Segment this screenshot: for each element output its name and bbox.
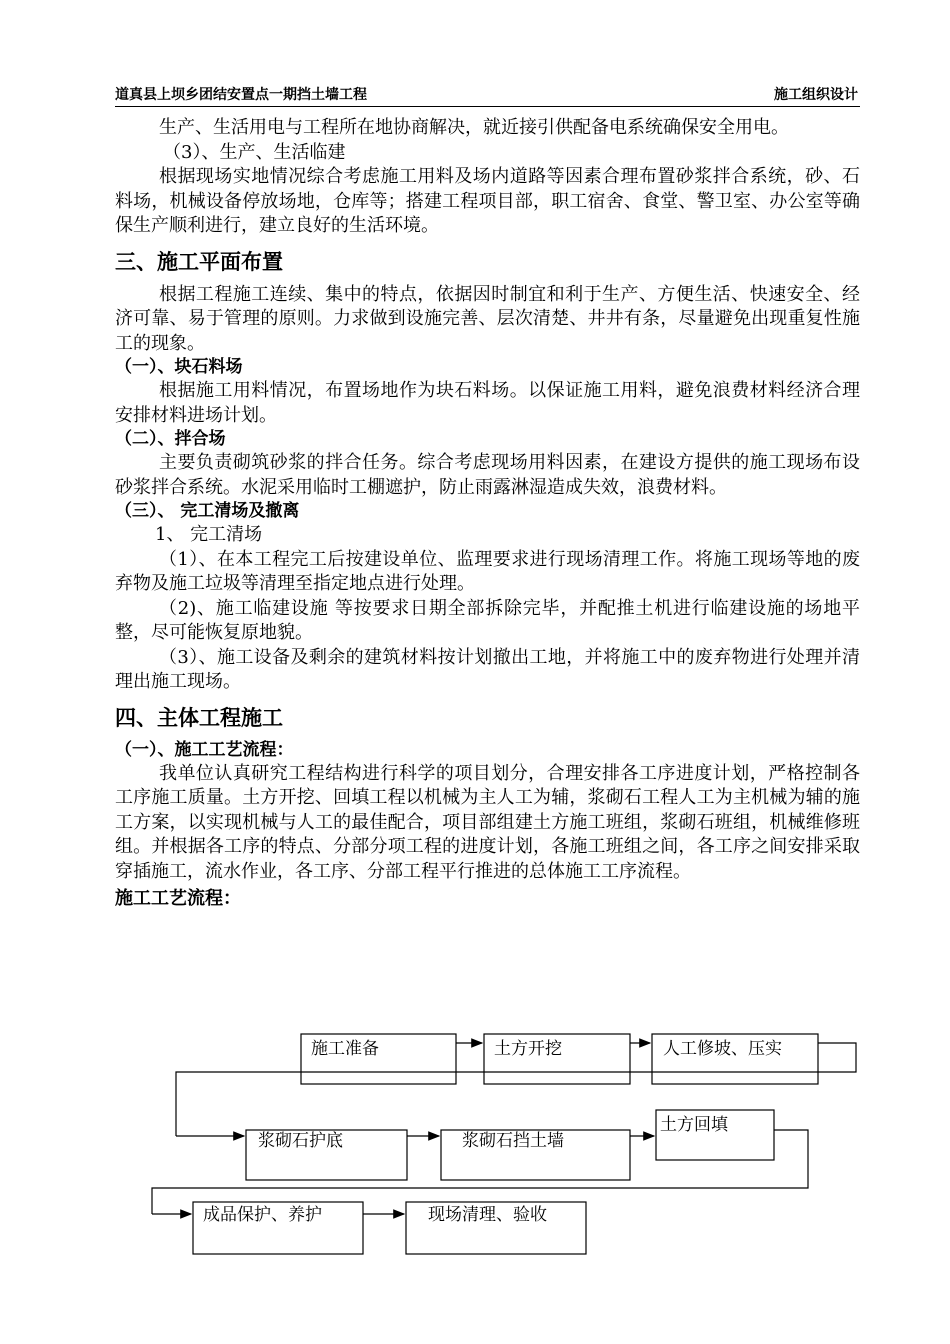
flow-step-label: 浆砌石护底 xyxy=(258,1131,343,1151)
flow-step-label: 浆砌石挡土墙 xyxy=(462,1131,564,1151)
paragraph: 根据工程施工连续、集中的特点，依据因时制宜和利于生产、方便生活、快速安全、经济可靠、易于管理的原则。力求做到设施完善、层次清楚、井井有条，尽量避免出现重复性施工的现象。 xyxy=(115,283,860,354)
flow-step-label: 人工修坡、压实 xyxy=(663,1039,782,1059)
subsection-heading: （三）、 完工清场及撤离 xyxy=(115,501,300,521)
paragraph: 生产、生活用电与工程所在地协商解决，就近接引供配备电系统确保安全用电。 xyxy=(159,117,789,138)
document-body xyxy=(115,116,860,912)
flow-step-label: 成品保护、养护 xyxy=(203,1205,322,1225)
flow-step-label: 土方开挖 xyxy=(494,1039,562,1059)
subsection-heading: （一）、施工工艺流程： xyxy=(115,739,294,760)
paragraph: 主要负责砌筑砂浆的拌合任务。综合考虑现场用料因素，在建设方提供的施工现场布设砂浆拌合系统。水泥采用临时工棚遮护，防止雨露淋湿造成失效，浪费材料。 xyxy=(115,452,860,498)
flow-box-protect xyxy=(193,1202,363,1254)
flow-step-label: 施工准备 xyxy=(311,1039,379,1059)
paragraph: （2)、施工临建设施 等按要求日期全部拆除完毕，并配推土机进行临建设施的场地平整，尽可能恢复原地貌。 xyxy=(115,597,860,643)
flow-step-label: 土方回填 xyxy=(660,1115,728,1135)
paragraph: 我单位认真研究工程结构进行科学的项目划分，合理安排各工序进度计划，严格控制各工序施工质量。土方开挖、回填工程以机械为主人工为辅，浆砌石工程人工为主机械为辅的施工方案，以实现机械与人工的最佳配合，项目部组建土方施工班组，浆砌石班组，机械维修班组。并根据各工序的特点、分部分项工程的进度计划，各施工班组之间，各工序之间安排采取穿插施工，流水作业，各工序、分部工程平行推进的总体施工工序流程。 xyxy=(115,762,860,882)
flowchart-caption: 施工工艺流程： xyxy=(115,888,241,909)
flow-box-prep xyxy=(301,1034,456,1084)
header-project-title: 道真县上坝乡团结安置点一期挡土墙工程 xyxy=(115,87,367,103)
flow-box-wall xyxy=(441,1130,630,1180)
page-header xyxy=(115,82,860,107)
section-heading: 三、施工平面布置 xyxy=(115,249,283,274)
flow-step-label: 现场清理、验收 xyxy=(428,1205,547,1225)
section-heading: 四、主体工程施工 xyxy=(115,705,283,730)
paragraph: 根据施工用料情况，布置场地作为块石料场。以保证施工用料，避免浪费材料经济合理安排材料进场计划。 xyxy=(115,380,860,426)
sub-item-heading: （3）、生产、生活临建 xyxy=(163,141,346,163)
flow-box-slope xyxy=(652,1034,818,1084)
paragraph: （1）、在本工程完工后按建设单位、监理要求进行现场清理工作。将施工现场等地的废弃物及施工垃圾等清理至指定地点进行处理。 xyxy=(115,548,860,594)
flow-box-excavation xyxy=(484,1034,630,1084)
header-doc-type: 施工组织设计 xyxy=(774,87,858,103)
list-item: 1、 完工清场 xyxy=(155,524,263,545)
flow-box-bed xyxy=(246,1130,407,1180)
subsection-heading: （二）、拌合场 xyxy=(115,429,226,449)
flow-box-cleanup xyxy=(406,1202,586,1254)
flow-box-backfill xyxy=(656,1110,774,1160)
subsection-heading: （一）、块石料场 xyxy=(115,357,243,377)
paragraph: 根据现场实地情况综合考虑施工用料及场内道路等因素合理布置砂浆拌合系统，砂、石料场，机械设备停放场地，仓库等；搭建工程项目部，职工宿舍、食堂、警卫室、办公室等确保生产顺利进行，建立良好的生活环境。 xyxy=(115,166,860,236)
paragraph: （3）、施工设备及剩余的建筑材料按计划撤出工地，并将施工中的废弃物进行处理并清理出施工现场。 xyxy=(115,646,860,692)
